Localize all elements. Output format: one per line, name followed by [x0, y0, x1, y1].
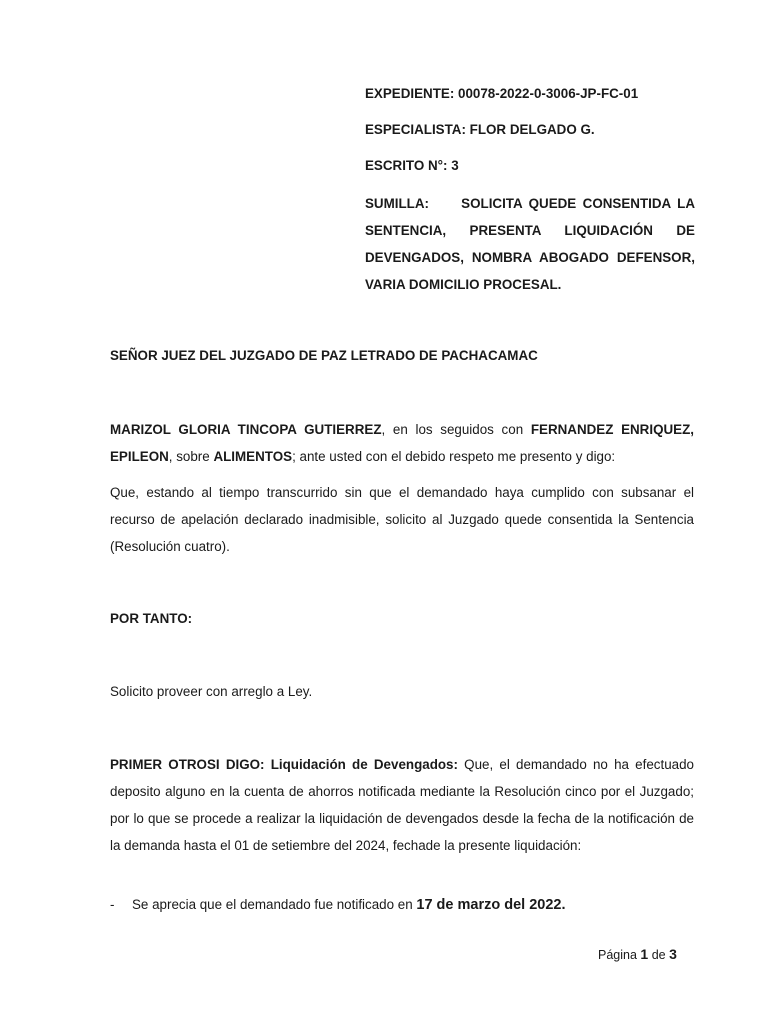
total-pages: 3 — [669, 946, 677, 962]
otrosi-text: Que, el demandado no ha efectuado deposito alguno en la cuenta de ahorros notificada mediante la Resolución cinco por el Juzgado; por lo que se procede a realizar la liquidación de devengados desde la fecha de la notificación de la demanda hasta el 01 de setiembre del 2024, fechade la presente liquidación: — [110, 757, 694, 853]
addressee-line: SEÑOR JUEZ DEL JUZGADO DE PAZ LETRADO DE PACHACAMAC — [110, 348, 538, 363]
notification-date: 17 de marzo del 2022. — [416, 897, 566, 913]
escrito-line: ESCRITO N°: 3 — [365, 158, 459, 173]
bullet-dash: - — [110, 897, 115, 912]
list-item — [110, 897, 694, 913]
otrosi-paragraph — [110, 751, 694, 859]
bullet-text: Se aprecia que el demandado fue notificado en — [132, 897, 417, 912]
page-footer — [598, 946, 677, 962]
intro-paragraph — [110, 416, 694, 470]
matter-name: ALIMENTOS — [213, 449, 293, 464]
sumilla-block — [365, 190, 695, 298]
request-paragraph: Que, estando al tiempo transcurrido sin que el demandado haya cumplido con subsanar el recurso de apelación declarado inadmisible, solicito al Juzgado quede consentida la Sentencia (Resolución cuatro). — [110, 485, 694, 554]
otrosi-label: PRIMER OTROSI DIGO: Liquidación de Devengados: — [110, 757, 458, 772]
por-tanto-heading: POR TANTO: — [110, 611, 193, 626]
sumilla-text: SOLICITA QUEDE CONSENTIDA LA SENTENCIA, PRESENTA LIQUIDACIÓN DE DEVENGADOS, NOMBRA ABOGADO DEFENSOR, VARIA DOMICILIO PROCESAL. — [365, 196, 695, 292]
sumilla-label: SUMILLA: — [365, 196, 429, 211]
intro-text-3: ; ante usted con el debido respeto me presento y digo: — [292, 449, 616, 464]
of-label: de — [651, 948, 666, 962]
solicito-line: Solicito proveer con arreglo a Ley. — [110, 684, 313, 699]
plaintiff-name: MARIZOL GLORIA TINCOPA GUTIERREZ — [110, 422, 382, 437]
defendant-name: FERNANDEZ ENRIQUEZ, EPILEON — [110, 422, 694, 464]
intro-text-1: , en los seguidos con — [381, 422, 531, 437]
especialista-line: ESPECIALISTA: FLOR DELGADO G. — [365, 122, 595, 137]
page-number: 1 — [640, 946, 649, 962]
intro-text-2: , sobre — [168, 449, 214, 464]
page-label: Página — [598, 948, 637, 962]
expediente-line: EXPEDIENTE: 00078-2022-0-3006-JP-FC-01 — [365, 86, 639, 101]
